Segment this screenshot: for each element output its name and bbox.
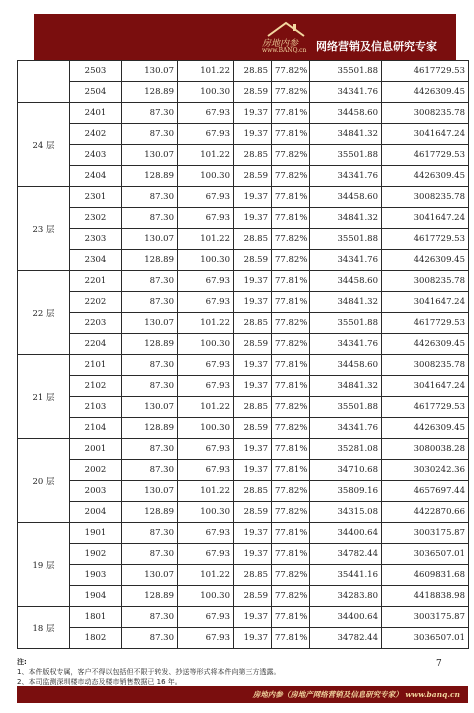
value-cell: 28.85	[234, 565, 272, 586]
unit-number-cell: 2104	[70, 418, 122, 439]
value-cell: 28.59	[234, 250, 272, 271]
value-cell: 3008235.78	[382, 103, 469, 124]
value-cell: 35501.88	[310, 397, 382, 418]
value-cell: 34458.60	[310, 187, 382, 208]
value-cell: 28.85	[234, 397, 272, 418]
table-row	[18, 103, 469, 124]
value-cell: 34841.32	[310, 292, 382, 313]
unit-number-cell: 2202	[70, 292, 122, 313]
value-cell: 128.89	[122, 334, 178, 355]
value-cell: 19.37	[234, 292, 272, 313]
table-row	[18, 481, 469, 502]
value-cell: 77.82%	[272, 61, 310, 82]
value-cell: 28.59	[234, 166, 272, 187]
value-cell: 100.30	[178, 418, 234, 439]
value-cell: 3041647.24	[382, 208, 469, 229]
value-cell: 77.81%	[272, 523, 310, 544]
floor-cell: 20 层	[18, 439, 70, 523]
value-cell: 19.37	[234, 376, 272, 397]
value-cell: 101.22	[178, 481, 234, 502]
value-cell: 101.22	[178, 313, 234, 334]
table-row	[18, 355, 469, 376]
value-cell: 87.30	[122, 187, 178, 208]
unit-number-cell: 2402	[70, 124, 122, 145]
page-number: 7	[436, 659, 442, 669]
value-cell: 77.82%	[272, 397, 310, 418]
value-cell: 19.37	[234, 439, 272, 460]
page-footer	[17, 686, 468, 703]
value-cell: 67.93	[178, 187, 234, 208]
value-cell: 101.22	[178, 61, 234, 82]
value-cell: 34458.60	[310, 355, 382, 376]
value-cell: 4422870.66	[382, 502, 469, 523]
table-row	[18, 397, 469, 418]
value-cell: 67.93	[178, 460, 234, 481]
value-cell: 77.82%	[272, 82, 310, 103]
value-cell: 3041647.24	[382, 376, 469, 397]
value-cell: 19.37	[234, 544, 272, 565]
unit-number-cell: 2303	[70, 229, 122, 250]
unit-number-cell: 2304	[70, 250, 122, 271]
value-cell: 34341.76	[310, 418, 382, 439]
value-cell: 28.59	[234, 334, 272, 355]
value-cell: 77.82%	[272, 565, 310, 586]
value-cell: 28.85	[234, 313, 272, 334]
value-cell: 4617729.53	[382, 397, 469, 418]
value-cell: 87.30	[122, 544, 178, 565]
unit-number-cell: 1902	[70, 544, 122, 565]
value-cell: 28.59	[234, 418, 272, 439]
value-cell: 19.37	[234, 187, 272, 208]
value-cell: 19.37	[234, 607, 272, 628]
floor-cell: 24 层	[18, 103, 70, 187]
value-cell: 34341.76	[310, 166, 382, 187]
value-cell: 3036507.01	[382, 628, 469, 649]
value-cell: 77.82%	[272, 502, 310, 523]
floor-cell: 22 层	[18, 271, 70, 355]
table-row	[18, 208, 469, 229]
value-cell: 67.93	[178, 292, 234, 313]
unit-number-cell: 2103	[70, 397, 122, 418]
value-cell: 77.82%	[272, 418, 310, 439]
value-cell: 34782.44	[310, 544, 382, 565]
value-cell: 77.81%	[272, 208, 310, 229]
value-cell: 87.30	[122, 208, 178, 229]
value-cell: 67.93	[178, 124, 234, 145]
unit-number-cell: 2101	[70, 355, 122, 376]
unit-number-cell: 2302	[70, 208, 122, 229]
table-row	[18, 628, 469, 649]
value-cell: 4609831.68	[382, 565, 469, 586]
value-cell: 128.89	[122, 166, 178, 187]
unit-number-cell: 2403	[70, 145, 122, 166]
value-cell: 28.85	[234, 481, 272, 502]
value-cell: 34283.80	[310, 586, 382, 607]
value-cell: 77.81%	[272, 439, 310, 460]
value-cell: 100.30	[178, 166, 234, 187]
value-cell: 28.85	[234, 61, 272, 82]
value-cell: 4426309.45	[382, 250, 469, 271]
value-cell: 19.37	[234, 523, 272, 544]
value-cell: 19.37	[234, 271, 272, 292]
value-cell: 77.82%	[272, 481, 310, 502]
value-cell: 3008235.78	[382, 187, 469, 208]
value-cell: 67.93	[178, 544, 234, 565]
page-header	[34, 14, 456, 60]
unit-number-cell: 2002	[70, 460, 122, 481]
notes	[17, 657, 427, 687]
value-cell: 77.81%	[272, 544, 310, 565]
unit-number-cell: 2504	[70, 82, 122, 103]
unit-number-cell: 1904	[70, 586, 122, 607]
unit-number-cell: 2001	[70, 439, 122, 460]
value-cell: 4426309.45	[382, 166, 469, 187]
logo-text-cn: 房地内参	[262, 39, 299, 49]
unit-number-cell: 2404	[70, 166, 122, 187]
table-row	[18, 523, 469, 544]
floor-cell: 19 层	[18, 523, 70, 607]
value-cell: 35501.88	[310, 313, 382, 334]
value-cell: 77.82%	[272, 334, 310, 355]
value-cell: 34841.32	[310, 124, 382, 145]
value-cell: 87.30	[122, 628, 178, 649]
value-cell: 34341.76	[310, 250, 382, 271]
value-cell: 34710.68	[310, 460, 382, 481]
table-row	[18, 607, 469, 628]
value-cell: 77.82%	[272, 229, 310, 250]
value-cell: 34315.08	[310, 502, 382, 523]
value-cell: 4617729.53	[382, 61, 469, 82]
value-cell: 19.37	[234, 628, 272, 649]
value-cell: 3030242.36	[382, 460, 469, 481]
value-cell: 77.81%	[272, 460, 310, 481]
value-cell: 4617729.53	[382, 229, 469, 250]
table-row	[18, 124, 469, 145]
value-cell: 77.81%	[272, 292, 310, 313]
unit-number-cell: 2301	[70, 187, 122, 208]
table-row	[18, 313, 469, 334]
value-cell: 35281.08	[310, 439, 382, 460]
table-row	[18, 250, 469, 271]
value-cell: 3008235.78	[382, 355, 469, 376]
value-cell: 128.89	[122, 502, 178, 523]
unit-number-cell: 2004	[70, 502, 122, 523]
value-cell: 77.82%	[272, 166, 310, 187]
value-cell: 87.30	[122, 607, 178, 628]
value-cell: 128.89	[122, 586, 178, 607]
value-cell: 35501.88	[310, 145, 382, 166]
value-cell: 77.81%	[272, 376, 310, 397]
value-cell: 67.93	[178, 607, 234, 628]
table-row	[18, 292, 469, 313]
table-row	[18, 334, 469, 355]
value-cell: 19.37	[234, 103, 272, 124]
value-cell: 34841.32	[310, 208, 382, 229]
value-cell: 19.37	[234, 460, 272, 481]
value-cell: 100.30	[178, 82, 234, 103]
value-cell: 35809.16	[310, 481, 382, 502]
value-cell: 77.82%	[272, 586, 310, 607]
value-cell: 87.30	[122, 124, 178, 145]
table-row	[18, 166, 469, 187]
floor-cell: 18 层	[18, 607, 70, 649]
value-cell: 19.37	[234, 124, 272, 145]
value-cell: 28.85	[234, 229, 272, 250]
value-cell: 28.59	[234, 586, 272, 607]
unit-number-cell: 1901	[70, 523, 122, 544]
notes-label: 注:	[17, 658, 27, 666]
value-cell: 4426309.45	[382, 334, 469, 355]
value-cell: 67.93	[178, 523, 234, 544]
value-cell: 87.30	[122, 460, 178, 481]
logo-text-en: www.BANQ.cn	[262, 47, 307, 54]
table-row	[18, 586, 469, 607]
value-cell: 35501.88	[310, 229, 382, 250]
value-cell: 34458.60	[310, 271, 382, 292]
value-cell: 28.59	[234, 82, 272, 103]
floor-cell: 21 层	[18, 355, 70, 439]
unit-number-cell: 2503	[70, 61, 122, 82]
value-cell: 67.93	[178, 103, 234, 124]
value-cell: 87.30	[122, 271, 178, 292]
value-cell: 101.22	[178, 565, 234, 586]
value-cell: 4426309.45	[382, 82, 469, 103]
value-cell: 128.89	[122, 82, 178, 103]
value-cell: 3041647.24	[382, 292, 469, 313]
value-cell: 100.30	[178, 502, 234, 523]
value-cell: 34400.64	[310, 607, 382, 628]
unit-number-cell: 2003	[70, 481, 122, 502]
value-cell: 87.30	[122, 376, 178, 397]
unit-number-cell: 1801	[70, 607, 122, 628]
value-cell: 101.22	[178, 145, 234, 166]
value-cell: 4657697.44	[382, 481, 469, 502]
table-row	[18, 187, 469, 208]
value-cell: 19.37	[234, 355, 272, 376]
value-cell: 101.22	[178, 229, 234, 250]
value-cell: 100.30	[178, 586, 234, 607]
value-cell: 130.07	[122, 565, 178, 586]
unit-number-cell: 2201	[70, 271, 122, 292]
value-cell: 4426309.45	[382, 418, 469, 439]
value-cell: 4617729.53	[382, 313, 469, 334]
unit-number-cell: 2203	[70, 313, 122, 334]
value-cell: 3041647.24	[382, 124, 469, 145]
value-cell: 4617729.53	[382, 145, 469, 166]
value-cell: 34341.76	[310, 82, 382, 103]
table-row	[18, 439, 469, 460]
value-cell: 77.81%	[272, 103, 310, 124]
value-cell: 130.07	[122, 481, 178, 502]
value-cell: 3003175.87	[382, 523, 469, 544]
value-cell: 87.30	[122, 103, 178, 124]
value-cell: 28.85	[234, 145, 272, 166]
table-row	[18, 544, 469, 565]
value-cell: 77.81%	[272, 607, 310, 628]
value-cell: 77.81%	[272, 124, 310, 145]
value-cell: 87.30	[122, 439, 178, 460]
value-cell: 67.93	[178, 355, 234, 376]
value-cell: 77.82%	[272, 145, 310, 166]
unit-number-cell: 2204	[70, 334, 122, 355]
value-cell: 3080038.28	[382, 439, 469, 460]
value-cell: 34782.44	[310, 628, 382, 649]
unit-number-cell: 2102	[70, 376, 122, 397]
value-cell: 34341.76	[310, 334, 382, 355]
header-title: 网络营销及信息研究专家	[316, 40, 437, 53]
value-cell: 130.07	[122, 313, 178, 334]
table-row	[18, 376, 469, 397]
floor-cell: 23 层	[18, 187, 70, 271]
table-row	[18, 145, 469, 166]
price-table	[17, 60, 469, 649]
table-row	[18, 82, 469, 103]
table-row	[18, 271, 469, 292]
value-cell: 3008235.78	[382, 271, 469, 292]
table-row	[18, 460, 469, 481]
value-cell: 128.89	[122, 418, 178, 439]
value-cell: 34400.64	[310, 523, 382, 544]
value-cell: 77.82%	[272, 250, 310, 271]
value-cell: 35441.16	[310, 565, 382, 586]
table-row	[18, 61, 469, 82]
value-cell: 77.81%	[272, 271, 310, 292]
value-cell: 28.59	[234, 502, 272, 523]
unit-number-cell: 1903	[70, 565, 122, 586]
value-cell: 130.07	[122, 145, 178, 166]
value-cell: 3036507.01	[382, 544, 469, 565]
value-cell: 4418838.98	[382, 586, 469, 607]
value-cell: 100.30	[178, 250, 234, 271]
value-cell: 34458.60	[310, 103, 382, 124]
value-cell: 87.30	[122, 523, 178, 544]
value-cell: 130.07	[122, 61, 178, 82]
table-row	[18, 229, 469, 250]
value-cell: 77.81%	[272, 355, 310, 376]
value-cell: 130.07	[122, 229, 178, 250]
footer-text: 房地内参（房地产网络营销及信息研究专家） www.banq.cn	[252, 690, 460, 699]
note-line-2: 2、本司监测深圳楼市动态及楼市销售数据已 16 年。	[17, 678, 182, 686]
value-cell: 3003175.87	[382, 607, 469, 628]
value-cell: 101.22	[178, 397, 234, 418]
value-cell: 67.93	[178, 208, 234, 229]
value-cell: 35501.88	[310, 61, 382, 82]
value-cell: 87.30	[122, 355, 178, 376]
value-cell: 67.93	[178, 439, 234, 460]
unit-number-cell: 2401	[70, 103, 122, 124]
value-cell: 77.82%	[272, 313, 310, 334]
value-cell: 19.37	[234, 208, 272, 229]
value-cell: 67.93	[178, 628, 234, 649]
value-cell: 77.81%	[272, 187, 310, 208]
table-row	[18, 565, 469, 586]
unit-number-cell: 1802	[70, 628, 122, 649]
table-row	[18, 418, 469, 439]
value-cell: 100.30	[178, 334, 234, 355]
value-cell: 67.93	[178, 271, 234, 292]
note-line-1: 1、本件版权专属，客户不得以包括但不限于转发、抄送等形式将本件向第三方透露。	[17, 668, 281, 676]
value-cell: 128.89	[122, 250, 178, 271]
value-cell: 87.30	[122, 292, 178, 313]
value-cell: 130.07	[122, 397, 178, 418]
value-cell: 67.93	[178, 376, 234, 397]
table-row	[18, 502, 469, 523]
value-cell: 77.81%	[272, 628, 310, 649]
value-cell: 34841.32	[310, 376, 382, 397]
floor-cell	[18, 61, 70, 103]
